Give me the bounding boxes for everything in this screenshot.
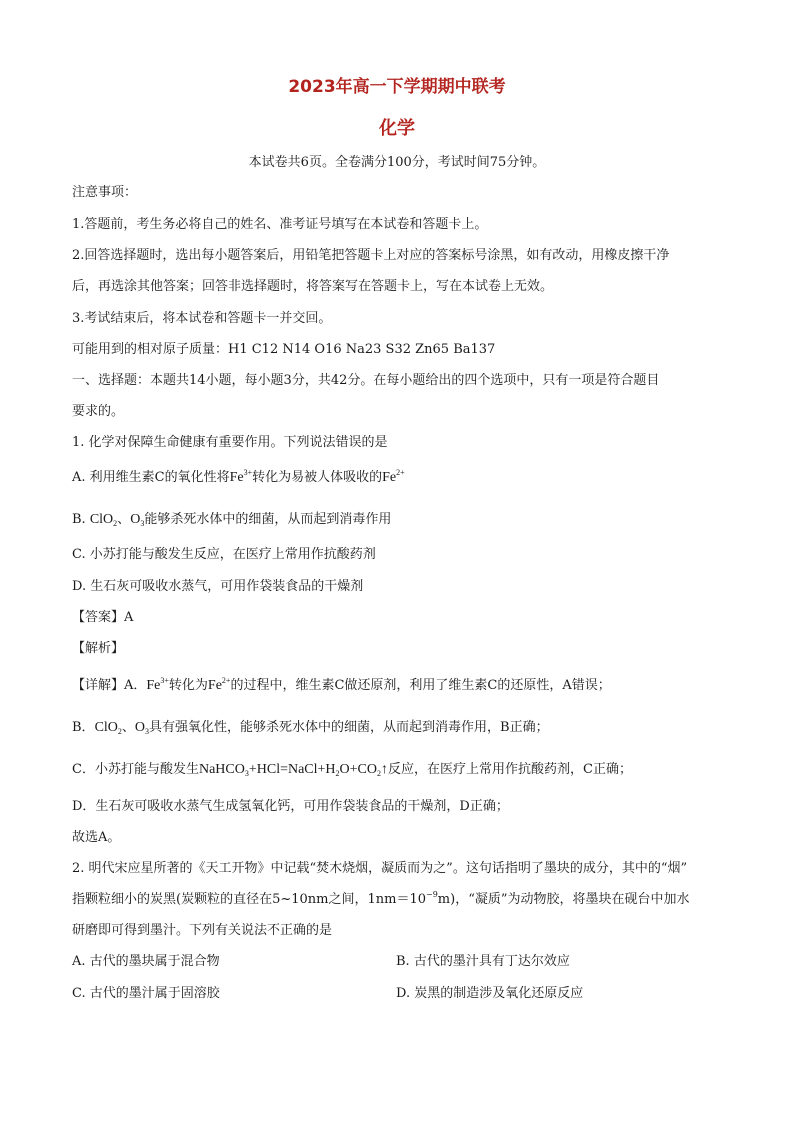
q2-stem-b-post: m)，“凝质”为动物胶，将墨块在砚台中加水 [437,892,690,907]
atomic-masses: 可能用到的相对原子质量：H1 C12 N14 O16 Na23 S32 Zn65 Ba137 [72,342,496,357]
exam-info: 本试卷共6页。全卷满分100分，考试时间75分钟。 [248,155,546,170]
q1-conclusion: 故选A。 [72,830,121,845]
subject-title: 化学 [379,118,415,139]
q1-option-c: C. 小苏打能与酸发生反应，在医疗上常用作抗酸药剂 [72,547,376,562]
exam-title: 2023年高一下学期期中联考 [288,77,506,97]
q2-option-a: A. 古代的墨块属于混合物 [72,954,220,969]
note-2b: 后，再选涂其他答案；回答非选择题时，将答案写在答题卡上，写在本试卷上无效。 [72,279,554,294]
q1-option-b: B. ClO$_2$、$O_3$能够杀死水体中的细菌，从而起到消毒作用 [72,512,392,528]
q2-stem-b-pre: 指颗粒细小的炭黑(炭颗粒的直径在5~10nm之间，1nm＝10 [72,892,426,907]
q2-option-c: C. 古代的墨汁属于固溶胶 [72,986,220,1001]
q1-a-mid: 转化为易被人体吸收的 [252,470,383,485]
section1-intro-a: 一、选择题：本题共14小题，每小题3分，共42分。在每小题给出的四个选项中，只有一项是符合题目 [72,373,660,388]
detail-a-mid: 转化为 [168,678,208,693]
detail-a-post: 的过程中，维生素C做还原剂，利用了维生素C的还原性，A错误； [230,678,611,693]
notes-heading: 注意事项： [72,185,138,200]
q1-detail-d: D．生石灰可吸收水蒸气生成氢氧化钙，可用作袋装食品的干燥剂，D正确； [72,799,509,814]
note-2a: 2.回答选择题时，选出每小题答案后，用铅笔把答题卡上对应的答案标号涂黑，如有改动，用橡皮擦干净 [72,248,670,263]
q2-option-d: D. 炭黑的制造涉及氧化还原反应 [396,986,584,1001]
section1-intro-b: 要求的。 [72,404,125,419]
q1-a-pre: A. 利用维生素C的氧化性将 [72,470,230,485]
q1-option-a: A. 利用维生素C的氧化性将$Fe^{3+}$转化为易被人体吸收的$Fe^{2+}$ [72,468,405,485]
detail-c-post: 反应，在医疗上常用作抗酸药剂，C正确； [388,762,632,777]
q2-stem-a: 2. 明代宋应星所著的《天工开物》中记载“焚木烧烟，凝质而为之”。这句话指明了墨块的成分，其中的“烟” [72,861,688,876]
q1-detail-b: B．ClO$_2$、$O_3$具有强氧化性，能够杀死水体中的细菌，从而起到消毒作用，B正确； [72,720,549,736]
q1-detail-c: C．小苏打能与酸发生$NaHCO_3+HCl=NaCl+H_2O+CO_2↑$反应，在医疗上常用作抗酸药剂，C正确； [72,762,632,778]
q1-stem: 1. 化学对保障生命健康有重要作用。下列说法错误的是 [72,435,388,450]
q1-analysis: 【解析】 [72,641,125,656]
q1-b-text: 能够杀死水体中的细菌，从而起到消毒作用 [144,512,392,527]
q1-detail-a: 【详解】A．$Fe^{3+}$转化为$Fe^{2+}$的过程中，维生素C做还原剂，利用了维生素C的还原性，A错误； [72,676,611,693]
q1-answer: 【答案】A [72,610,134,625]
q2-stem-b: 指颗粒细小的炭黑(炭颗粒的直径在5~10nm之间，$1nm=10^{-9}m$)，“凝质”为动物胶，将墨块在砚台中加水 [72,890,690,907]
q2-option-b: B. 古代的墨汁具有丁达尔效应 [396,954,570,969]
q2-stem-c: 研磨即可得到墨汁。下列有关说法不正确的是 [72,923,333,938]
note-3: 3.考试结束后，将本试卷和答题卡一并交回。 [72,311,332,326]
detail-b-text: 具有强氧化性，能够杀死水体中的细菌，从而起到消毒作用，B正确； [149,720,549,735]
q1-option-d: D. 生石灰可吸收水蒸气，可用作袋装食品的干燥剂 [72,579,364,594]
note-1: 1.答题前，考生务必将自己的姓名、准考证号填写在本试卷和答题卡上。 [72,217,488,232]
detail-c-pre: C．小苏打能与酸发生 [72,762,199,777]
detail-label: 【详解】A． [72,678,147,693]
